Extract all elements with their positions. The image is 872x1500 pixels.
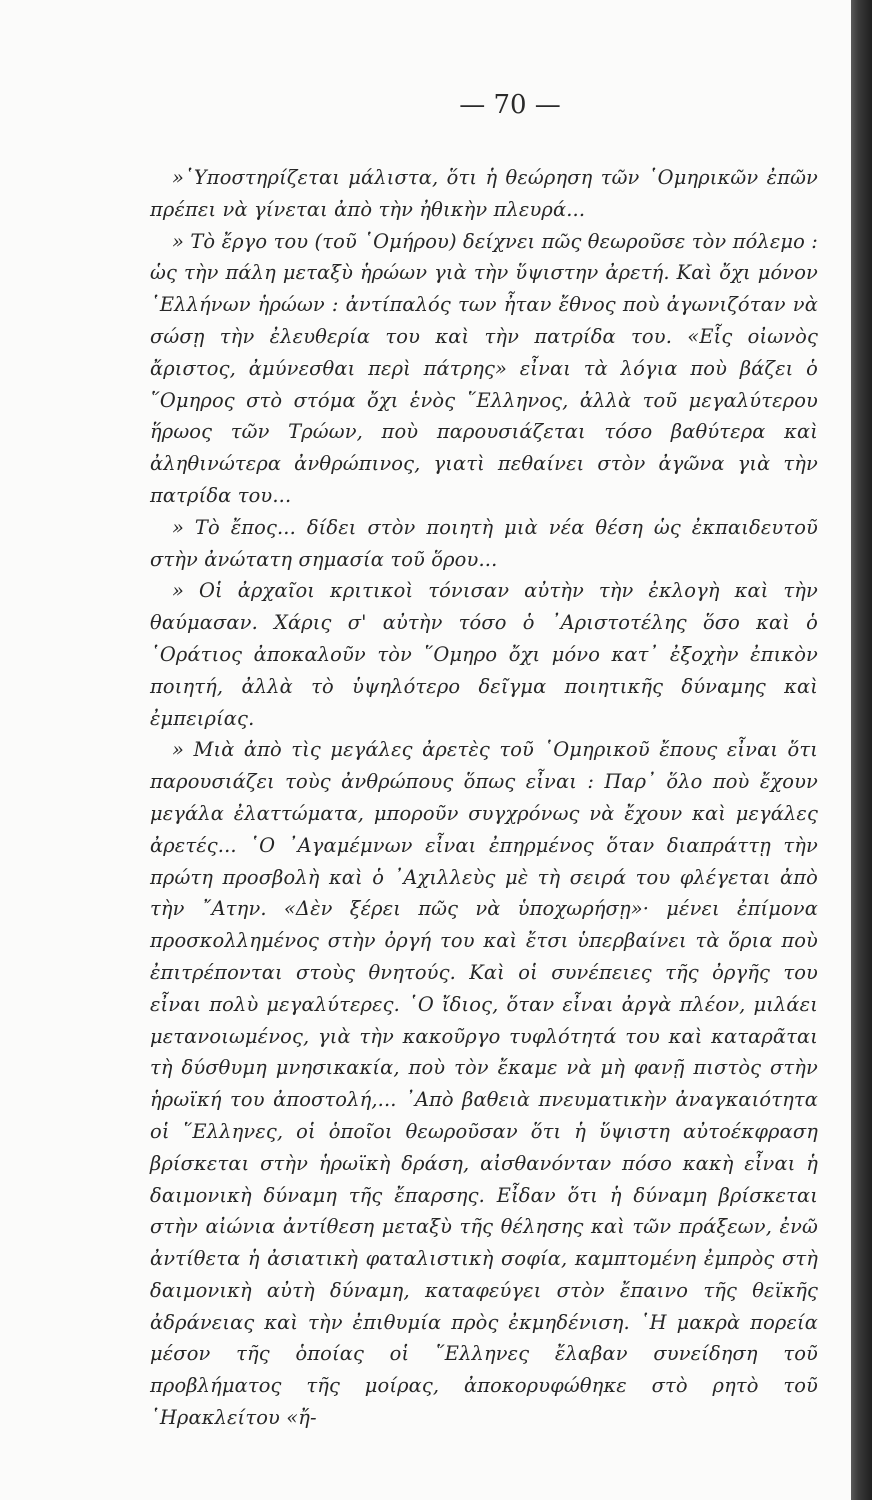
paragraph: » Τὸ ἔπος... δίδει στὸν ποιητὴ μιὰ νέα θέση ὡς ἐκπαιδευτοῦ στὴν ἀνώτατη σημασία τοῦ ὅρου... bbox=[150, 515, 818, 571]
paragraph: » Τὸ ἔργο του (τοῦ ῾Ομήρου) δείχνει πῶς θεωροῦσε τὸν πόλεμο : ὡς τὴν πάλη μεταξὺ ἡρώων γιὰ τὴν ὕψιστην ἀρετή. Καὶ ὄχι μόνον ῾Ελλήνων ἡρώων : ἀντίπαλός των ἦταν ἔθνος ποὺ ἀγωνιζόταν νὰ σώσῃ τὴν ἐλευθερία του καὶ τὴν πατρίδα του. «Εἷς οἰωνὸς ἄριστος, ἀμύνεσθαι περὶ πάτρης» εἶναι τὰ λόγια ποὺ βάζει ὁ ῞Ομηρος στὸ στόμα ὄχι ἑνὸς ῞Ελληνος, ἀλλὰ τοῦ μεγαλύτερου ἥρωος τῶν Τρώων, ποὺ παρουσιάζεται τόσο βαθύτερα καὶ ἀληθινώτερα ἀνθρώπινος, γιατὶ πεθαίνει στὸν ἀγῶνα γιὰ τὴν πατρίδα του... bbox=[150, 229, 818, 507]
book-page bbox=[60, 60, 850, 1490]
paragraph: »῾Υποστηρίζεται μάλιστα, ὅτι ἡ θεώρηση τῶν ῾Ομηρικῶν ἐπῶν πρέπει νὰ γίνεται ἀπὸ τὴν ἠθικὴν πλευρά... bbox=[150, 166, 818, 221]
page-number: — 70 — bbox=[459, 90, 561, 120]
paragraph: » Μιὰ ἀπὸ τὶς μεγάλες ἀρετὲς τοῦ ῾Ομηρικοῦ ἔπους εἶναι ὅτι παρουσιάζει τοὺς ἀνθρώπους ὅπως εἶναι : Παρ᾽ ὅλο ποὺ ἔχουν μεγάλα ἐλαττώματα, μποροῦν συγχρόνως νὰ ἔχουν καὶ μεγάλες ἀρετές... ῾Ο ᾽Αγαμέμνων εἶναι ἐπηρμένος ὅταν διαπράττῃ τὴν πρώτη προσβολὴ καὶ ὁ ᾽Αχιλλεὺς μὲ τὴ σειρά του φλέγεται ἀπὸ τὴν ῎Ατην. «Δὲν ξέρει πῶς νὰ ὑποχωρήσῃ»· μένει ἐπίμονα προσκολλημένος στὴν ὀργή του καὶ ἔτσι ὑπερβαίνει τὰ ὅρια ποὺ ἐπιτρέπονται στοὺς θνητούς. Καὶ οἱ συνέπειες τῆς ὀργῆς του εἶναι πολὺ μεγαλύτερες. ῾Ο ἴδιος, ὅταν εἶναι ἀργὰ πλέον, μιλάει μετανοιωμένος, γιὰ τὴν κακοῦργο τυφλότητά του καὶ καταρᾶται τὴ δύσθυμη μνησικακία, ποὺ τὸν ἔκαμε νὰ μὴ φανῇ πιστὸς στὴν ἡρωϊκή του ἀποστολή,... ᾽Απὸ βαθειὰ πνευματικὴν ἀναγκαιότητα οἱ ῞Ελληνες, οἱ ὁποῖοι θεωροῦσαν ὅτι ἡ ὕψιστη αὐτοέκφραση βρίσκεται στὴν ἡρωϊκὴ δράση, αἰσθανόνταν πόσο κακὴ εἶναι ἡ δαιμονικὴ δύναμη τῆς ἔπαρσης. Εἶδαν ὅτι ἡ δύναμη βρίσκεται στὴν αἰώνια ἀντίθεση μεταξὺ τῆς θέλησης καὶ τῶν πράξεων, ἐνῶ ἀντίθετα ἡ ἀσιατικὴ φαταλιστικὴ σοφία, καμπτομένη ἐμπρὸς στὴ δαιμονικὴ αὐτὴ δύναμη, καταφεύγει στὸν ἔπαινο τῆς θεϊκῆς ἀδράνειας καὶ τὴν ἐπιθυμία πρὸς ἐκμηδένιση. ῾Η μακρὰ πορεία μέσον τῆς ὁποίας οἱ ῞Ελληνες ἔλαβαν συνείδηση τοῦ προβλήματος τῆς μοίρας, ἀποκορυφώθηκε στὸ ρητὸ τοῦ ῾Ηρακλείτου «ἤ- bbox=[150, 738, 818, 1430]
body-text bbox=[150, 162, 818, 1434]
paragraph: » Οἱ ἀρχαῖοι κριτικοὶ τόνισαν αὐτὴν τὴν ἐκλογὴ καὶ τὴν θαύμασαν. Χάρις σ' αὐτὴν τόσο ὁ ᾽Αριστοτέλης ὅσο καὶ ὁ ῾Οράτιος ἀποκαλοῦν τὸν ῞Ομηρο ὄχι μόνο κατ᾽ ἐξοχὴν ἐπικὸν ποιητή, ἀλλὰ τὸ ὑψηλότερο δεῖγμα ποιητικῆς δύναμης καὶ ἐμπειρίας. bbox=[150, 579, 818, 730]
book-binding-edge bbox=[851, 0, 872, 1500]
